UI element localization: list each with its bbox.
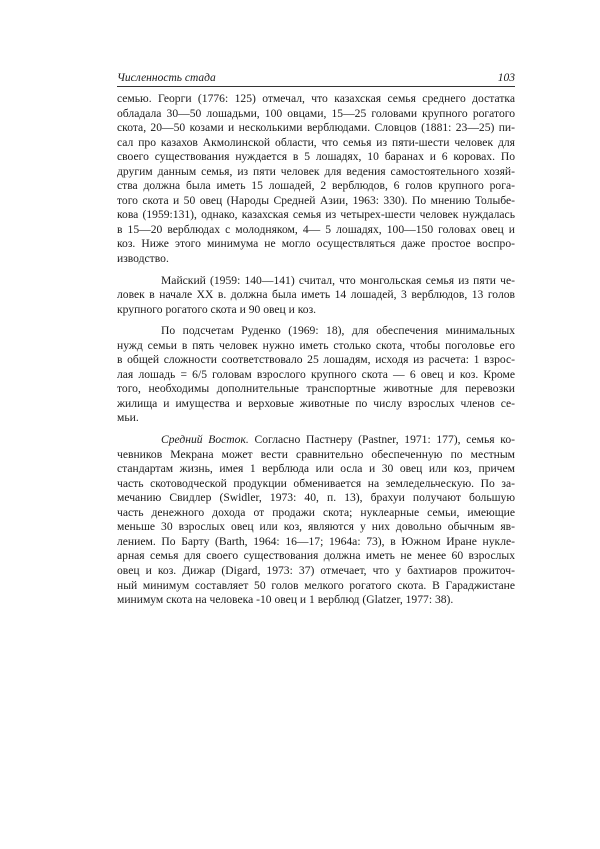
- paragraph-rudenko: [117, 324, 515, 426]
- paragraph-kazakh-herds: [117, 92, 515, 267]
- text-line: Майский (1959: 140—141) считал, что монгольская семья из пяти че-: [161, 273, 515, 287]
- text-fragment: Согласно Пастнеру (Pastner, 1971: 177), семья ко-: [248, 433, 515, 447]
- text-line: чевников Мекрана может вести сравнительно обеспеченную по местным: [117, 447, 515, 461]
- text-line: меньше 30 взрослых овец или коз, являются у них довольно обычным яв-: [117, 520, 515, 534]
- section-lead: Средний Восток.: [161, 433, 249, 447]
- text-line: лая лошадь = 6/5 головам взрослого крупного скота — 6 овец и коз. Кроме: [117, 367, 515, 381]
- text-line: того скота и 50 овец (Народы Средней Азии, 1963: 330). По мнению Толыбе-: [117, 193, 515, 207]
- text-line: овец и коз. Дижар (Digard, 1973: 37) отмечает, что у бахтиаров прожиточ-: [117, 563, 515, 577]
- text-line: [161, 433, 515, 448]
- text-line: скота, 20—50 козами и несколькими верблюдами. Словцов (1881: 23—25) пи-: [117, 121, 515, 135]
- page-body: [117, 92, 515, 608]
- text-line: ный минимум составляет 50 голов мелкого рогатого скота. В Гараджистане: [117, 578, 515, 592]
- text-line: кова (1959:131), однако, казахская семья из четырех-шести человек нуждалась: [117, 208, 515, 222]
- text-line: мьи.: [117, 411, 139, 425]
- text-line: нужд семьи в пять человек нужно иметь столько скота, чтобы поголовье его: [117, 338, 515, 352]
- text-line: мечанию Свидлер (Swidler, 1973: 40, п. 13), брахуи получают большую: [117, 491, 515, 505]
- page-number: 103: [497, 72, 515, 84]
- text-line: семью. Георги (1776: 125) отмечал, что казахская семья среднего достатка: [117, 92, 515, 105]
- text-line: жилища и имущества и верховые животные по числу взрослых членов се-: [117, 396, 515, 410]
- text-line: По подсчетам Руденко (1969: 18), для обеспечения минимальных: [161, 324, 515, 338]
- text-line: в общей сложности соответствовало 25 лошадям, исходя из расчета: 1 взрос-: [117, 353, 515, 367]
- text-line: изводство.: [117, 252, 169, 266]
- text-line: арная семья для своего существования должна иметь не менее 60 взрослых: [117, 549, 515, 563]
- text-line: часть скотоводческой продукции обменивается на земледельческую. По за-: [117, 476, 515, 490]
- text-line: ства должна была иметь 15 лошадей, 2 верблюдов, 6 голов крупного рога-: [117, 179, 515, 193]
- text-line: крупного рогатого скота и 90 овец и коз.: [117, 302, 317, 316]
- text-line: другим данным семья, из пяти человек для ведения самостоятельного хозяй-: [117, 164, 515, 178]
- text-line: в 15—20 верблюдах с молодняком, 4— 5 лошадях, 100—150 головах овец и: [117, 222, 515, 236]
- text-line: своего существования нуждается в 5 лошадях, 10 баранах и 6 коровах. По: [117, 150, 515, 164]
- text-line: ловек в начале XX в. должна была иметь 14 лошадей, 3 верблюдов, 13 голов: [117, 288, 515, 302]
- running-header-title: Численность стада: [117, 72, 216, 84]
- text-line: того, необходимы дополнительные транспортные животные для перевозки: [117, 382, 515, 396]
- text-line: часть денежного дохода от продажи скота; нуклеарные семьи, имеющие: [117, 505, 515, 519]
- text-line: лением. По Барту (Barth, 1964: 16—17; 1964а: 73), в Южном Иране нукле-: [117, 534, 515, 548]
- text-line: обладала 30—50 лошадьми, 100 овцами, 15—25 головами крупного рогатого: [117, 106, 515, 120]
- text-line: минимум скота на человека -10 овец и 1 верблюд (Glatzer, 1977: 38).: [117, 593, 454, 607]
- text-line: коз. Ниже этого минимума не могло осуществляться даже простое воспро-: [117, 237, 515, 251]
- paragraph-mongol-family: [117, 274, 515, 318]
- text-line: сал про казахов Акмолинской области, что семья из пяти-шести человек для: [117, 135, 515, 149]
- running-header: [117, 72, 515, 87]
- paragraph-middle-east: [117, 433, 515, 608]
- text-line: стандартам жизнь, имея 1 верблюда или осла и 30 овец или коз, причем: [117, 462, 515, 476]
